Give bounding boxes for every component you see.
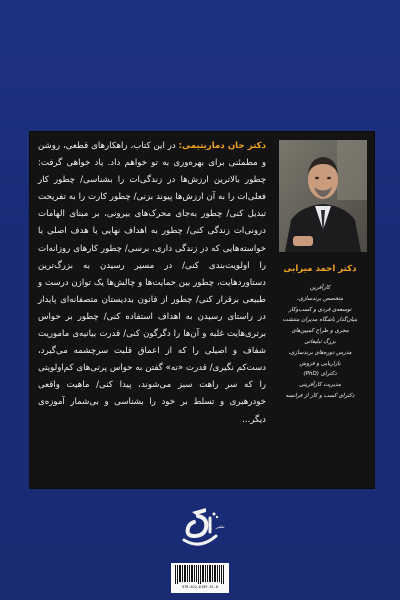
- blurb-line: بین حمایت‌ها و چالش‌ها یک توازن درست و طبیعی: [38, 277, 267, 305]
- bio-credentials: [272, 283, 368, 402]
- blurb-line: یا هدف اصلی یا خواسته‌هایی که در زندگی داری،: [38, 226, 266, 254]
- bio-line: بزرگ تبلیغاتی: [304, 338, 336, 345]
- blurb-line: از اعماق قلبت سرچشمه می‌گیرد، دست‌کم نگیری/: [38, 346, 267, 374]
- blurb-line: چطور بر حواس برتری‌هایت غلبه و آن‌ها را دگرگون: [38, 311, 266, 340]
- publisher-logo: [178, 506, 225, 556]
- bio-line: متخصص برندسازی،: [296, 295, 344, 302]
- blurb-line: داد. یاد خواهی گرفت: چطور بالاترین ارزش‌ها در: [38, 158, 267, 186]
- blurb-author: دکتر جان دماریتیمی:: [178, 141, 267, 151]
- blurb-line: پایدار در راستای رسیدن به اهداف استفاده کنی/: [38, 294, 266, 322]
- blurb-line: در این کتاب، راهکارهای: [91, 141, 176, 151]
- isbn-number: 978-622-6199-91-8: [182, 585, 218, 589]
- publisher-word: نشر: [216, 524, 225, 530]
- author-portrait-icon: [279, 140, 367, 252]
- blurb-line: الهامات درونی‌ات زندگی کنی/ چطور به اهداف نهایی: [38, 209, 266, 237]
- bio-line: کارآفرین: [309, 285, 331, 291]
- blurb-line: برسی/ چطور کارهای روزانه‌ات را اولویت‌بندی کنی/: [38, 243, 266, 271]
- blurb-line: کنی/ قدرت بیانیه‌ی ماموریت شفاف و اصیلی را که: [38, 329, 266, 357]
- blurb-line: ارزش‌ها پیوند بزنی/ چطور کارت را به تفریحت تبدیل: [38, 192, 267, 220]
- bio-line: مدرس دوره‌های برندسازی،: [288, 349, 352, 356]
- blurb-line: در مسیر رسیدن به بزرگ‌ترین دستاوردهایت، چطور: [38, 260, 266, 288]
- author-photo: [279, 140, 367, 252]
- blurb-line: قطعی، روشن و مطمئنی برای بهره‌وری به تو خواهم: [38, 141, 267, 169]
- blurb-line: قدرت «نه» گفتن به حواس پرتی‌های کم‌اولویتی: [38, 363, 207, 374]
- blurb-text: [38, 138, 266, 483]
- bio-line: توسعه‌ی فردی و کسب‌وکار: [288, 306, 352, 313]
- blurb-line: کنی/ چطور به‌جای محرک‌های بیرونی، بر مبنای: [69, 209, 244, 220]
- bio-line: دکترای کسب و کار از فرانسه: [285, 392, 355, 399]
- bio-line: بازاریابی و فروش: [299, 360, 341, 367]
- blurb-line: زندگی‌ات را بشناسی/ چطور کار فعلی‌ات را به آن: [38, 175, 266, 203]
- bio-line: بنیان‌گذار باشگاه مدیران منتشت: [282, 317, 358, 324]
- bio-line: دکترای (PhD): [303, 371, 337, 378]
- blurb-line: برقرار کنی/ چطور از قانون بددیستان متصفانه‌ای: [60, 294, 239, 305]
- publisher-logo-icon: [178, 506, 225, 556]
- bio-line: مجری و طراح کمپین‌های: [291, 328, 349, 335]
- bio-line: مدیریت کارآفرینی: [299, 382, 341, 389]
- blurb-line: واقعی خودرهبری و تسلط بر خود را بشناسی و: [38, 380, 266, 408]
- blurb-line: را که سر راهت سبز می‌شوند، پیدا کنی/ ماهیت: [66, 380, 266, 391]
- bio-author-name: دکتر احمد میرابی: [283, 264, 357, 274]
- blurb-line: بی‌شمار آموزه‌ی دیگر...: [38, 397, 266, 425]
